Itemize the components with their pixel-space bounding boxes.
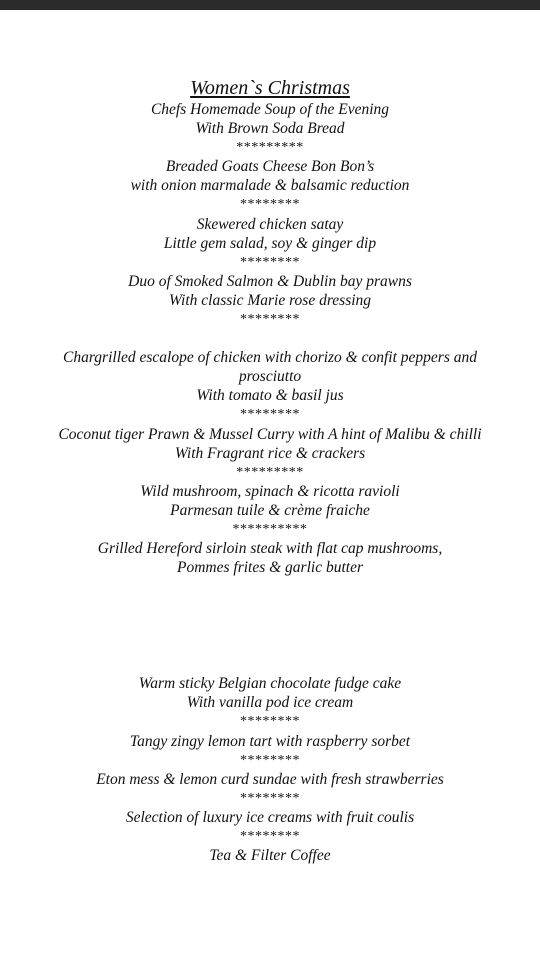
menu-item bbox=[40, 732, 500, 770]
dish-accompaniment: With vanilla pod ice cream bbox=[186, 694, 354, 712]
dish-name: Eton mess & lemon curd sundae with fresh strawberries bbox=[96, 770, 444, 788]
menu-item bbox=[40, 539, 500, 577]
dish-name: Duo of Smoked Salmon & Dublin bay prawns bbox=[128, 272, 412, 290]
dish-name: Breaded Goats Cheese Bon Bon’s bbox=[165, 158, 375, 176]
menu-item bbox=[40, 348, 500, 424]
section-gap bbox=[40, 577, 500, 674]
separator: ******** bbox=[240, 407, 300, 423]
menu-item bbox=[40, 425, 500, 482]
dish-accompaniment: Parmesan tuile & crème fraiche bbox=[170, 501, 370, 519]
separator: ********* bbox=[236, 140, 304, 156]
menu-item bbox=[40, 157, 500, 214]
menu-item bbox=[40, 846, 500, 865]
menu-document bbox=[40, 77, 500, 865]
separator: ******** bbox=[240, 752, 300, 768]
dish-accompaniment: with onion marmalade & balsamic reduction bbox=[130, 177, 410, 195]
menu-item bbox=[40, 215, 500, 272]
dish-name: Selection of luxury ice creams with fruit coulis bbox=[125, 808, 415, 826]
dish-name: Warm sticky Belgian chocolate fudge cake bbox=[138, 675, 402, 693]
menu-title: Women`s Christmas bbox=[190, 77, 350, 99]
separator: ******** bbox=[240, 312, 300, 328]
dish-name: Wild mushroom, spinach & ricotta ravioli bbox=[140, 482, 400, 500]
dish-name: Coconut tiger Prawn & Mussel Curry with A hint of Malibu & chilli bbox=[58, 425, 482, 443]
separator: ******** bbox=[240, 197, 300, 213]
dish-name: Grilled Hereford sirloin steak with flat cap mushrooms, bbox=[97, 540, 443, 558]
separator: ******** bbox=[240, 790, 300, 806]
desserts-section bbox=[40, 674, 500, 865]
dish-name: Tangy zingy lemon tart with raspberry sorbet bbox=[129, 732, 411, 750]
dish-accompaniment: Little gem salad, soy & ginger dip bbox=[163, 234, 377, 252]
dish-accompaniment: Pommes frites & garlic butter bbox=[177, 559, 363, 577]
menu-item bbox=[40, 482, 500, 539]
dish-accompaniment: With classic Marie rose dressing bbox=[168, 291, 372, 309]
dish-accompaniment: With tomato & basil jus bbox=[196, 387, 344, 405]
mains-section bbox=[40, 348, 500, 577]
separator: ******** bbox=[240, 829, 300, 844]
menu-item bbox=[40, 770, 500, 808]
separator: ******** bbox=[240, 254, 300, 270]
separator: ******** bbox=[240, 714, 300, 730]
separator: ********* bbox=[236, 464, 304, 480]
menu-item bbox=[40, 100, 500, 157]
section-gap bbox=[40, 329, 500, 348]
dish-accompaniment: With Fragrant rice & crackers bbox=[174, 444, 366, 462]
separator: ********** bbox=[232, 521, 308, 537]
top-bar bbox=[0, 0, 540, 10]
starters-section bbox=[40, 100, 500, 329]
dish-name: Skewered chicken satay bbox=[196, 215, 344, 233]
menu-item bbox=[40, 808, 500, 846]
dish-name: Tea & Filter Coffee bbox=[209, 847, 331, 865]
dish-name: Chefs Homemade Soup of the Evening bbox=[150, 101, 390, 118]
menu-item bbox=[40, 272, 500, 329]
dish-accompaniment: With Brown Soda Bread bbox=[195, 120, 345, 138]
menu-item bbox=[40, 674, 500, 731]
dish-name: Chargrilled escalope of chicken with chorizo & confit peppers and prosciutto bbox=[63, 349, 477, 386]
